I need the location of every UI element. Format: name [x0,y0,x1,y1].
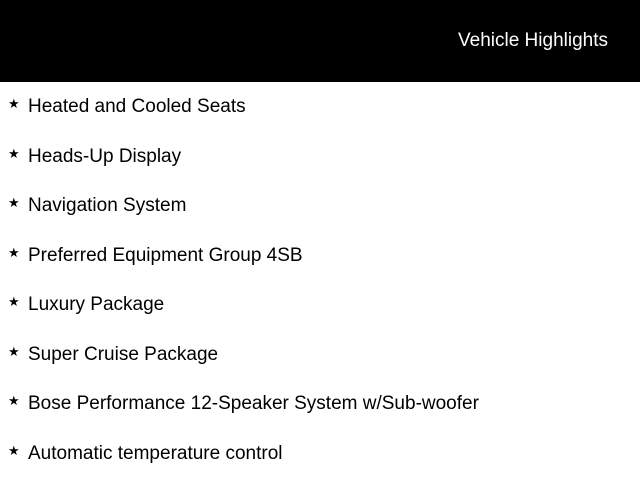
list-item [0,146,640,170]
highlight-label: Super Cruise Package [28,344,219,365]
list-item [0,96,640,120]
highlight-label: Bose Performance 12-Speaker System w/Sub-woofer [28,393,479,414]
list-item [0,195,640,219]
star-icon: ★ [8,394,20,409]
star-icon: ★ [8,295,20,310]
list-item [0,393,640,417]
highlight-label: Luxury Package [28,294,165,315]
highlight-label: Heated and Cooled Seats [28,96,246,117]
highlight-label: Heads-Up Display [28,146,182,167]
list-item [0,245,640,269]
highlight-label: Navigation System [28,195,187,216]
star-icon: ★ [8,97,20,112]
star-icon: ★ [8,147,20,162]
star-icon: ★ [8,246,20,261]
list-item [0,344,640,368]
page-header [0,0,640,82]
highlight-label: Automatic temperature control [28,443,283,464]
star-icon: ★ [8,444,20,459]
list-item [0,294,640,318]
star-icon: ★ [8,196,20,211]
page-title: Vehicle Highlights [458,30,608,51]
star-icon: ★ [8,345,20,360]
highlight-label: Preferred Equipment Group 4SB [28,245,303,266]
list-item [0,443,640,467]
